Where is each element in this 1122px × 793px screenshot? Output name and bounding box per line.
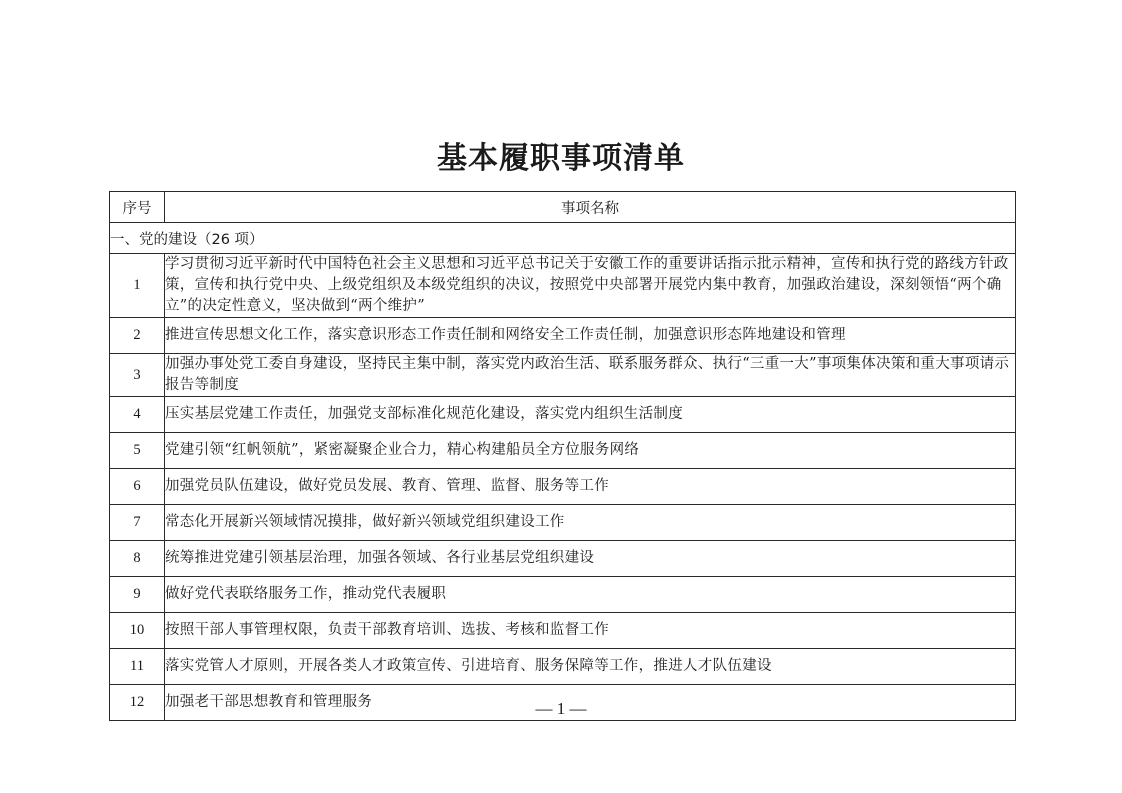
table-row: [110, 613, 1016, 649]
row-number: 12: [110, 685, 165, 721]
header-number: 序号: [110, 192, 165, 223]
duty-table: [109, 191, 1016, 721]
row-text: 做好党代表联络服务工作，推动党代表履职: [165, 577, 1016, 613]
table-row: [110, 577, 1016, 613]
table-row: [110, 433, 1016, 469]
section-label: 一、党的建设（26 项）: [110, 223, 1016, 254]
row-number: 2: [110, 318, 165, 354]
row-number: 1: [110, 254, 165, 318]
row-number: 10: [110, 613, 165, 649]
page-number: — 1 —: [535, 699, 587, 718]
row-text: 统筹推进党建引领基层治理，加强各领域、各行业基层党组织建设: [165, 541, 1016, 577]
row-number: 11: [110, 649, 165, 685]
row-number: 7: [110, 505, 165, 541]
row-number: 9: [110, 577, 165, 613]
document-title: 基本履职事项清单: [437, 141, 685, 176]
header-name: 事项名称: [165, 192, 1016, 223]
row-text: 推进宣传思想文化工作，落实意识形态工作责任制和网络安全工作责任制，加强意识形态阵地建设和管理: [165, 318, 1016, 354]
row-text: 按照干部人事管理权限，负责干部教育培训、选拔、考核和监督工作: [165, 613, 1016, 649]
row-number: 5: [110, 433, 165, 469]
table-row: [110, 541, 1016, 577]
row-text: 常态化开展新兴领域情况摸排，做好新兴领域党组织建设工作: [165, 505, 1016, 541]
section-row: [110, 223, 1016, 254]
row-text: 落实党管人才原则，开展各类人才政策宣传、引进培育、服务保障等工作，推进人才队伍建设: [165, 649, 1016, 685]
row-number: 4: [110, 397, 165, 433]
row-number: 3: [110, 354, 165, 397]
row-number: 8: [110, 541, 165, 577]
row-text: 学习贯彻习近平新时代中国特色社会主义思想和习近平总书记关于安徽工作的重要讲话指示批示精神，宣传和执行党的路线方针政策，宣传和执行党中央、上级党组织及本级党组织的决议，按照党中央部署开展党内集中教育，加强政治建设，深刻领悟“两个确立”的决定性意义，坚决做到“两个维护”: [165, 254, 1016, 318]
row-text: 压实基层党建工作责任，加强党支部标准化规范化建设，落实党内组织生活制度: [165, 397, 1016, 433]
table-row: [110, 254, 1016, 318]
table-row: [110, 649, 1016, 685]
table-row: [110, 354, 1016, 397]
row-number: 6: [110, 469, 165, 505]
row-text: 加强办事处党工委自身建设，坚持民主集中制，落实党内政治生活、联系服务群众、执行“三重一大”事项集体决策和重大事项请示报告等制度: [165, 354, 1016, 397]
row-text: 党建引领“红帆领航”，紧密凝聚企业合力，精心构建船员全方位服务网络: [165, 433, 1016, 469]
table-row: [110, 505, 1016, 541]
table-header-row: [110, 192, 1016, 223]
table-row: [110, 469, 1016, 505]
table-row: [110, 397, 1016, 433]
table-row: [110, 318, 1016, 354]
row-text: 加强老干部思想教育和管理服务: [165, 685, 1016, 721]
row-text: 加强党员队伍建设，做好党员发展、教育、管理、监督、服务等工作: [165, 469, 1016, 505]
